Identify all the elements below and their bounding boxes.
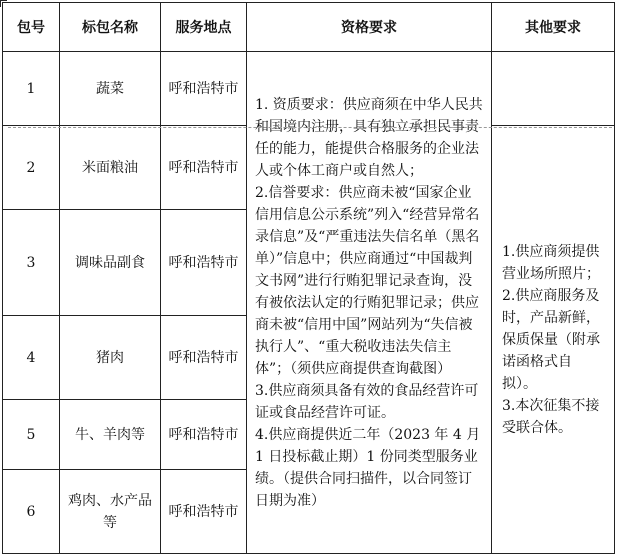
row-name [60,470,161,554]
header-service-location: 服务地点 [161,3,247,52]
row-location-text: 呼和浩特市 [168,426,239,443]
row-name [60,52,161,126]
row-no: 6 [3,470,60,554]
row-location-text: 呼和浩特市 [168,159,239,176]
row-no: 2 [3,126,60,210]
other-requirements-cell [492,126,615,554]
row-location [161,126,247,210]
other-item-3: 3.本次征集不接受联合体。 [502,397,600,436]
row-name [60,400,161,470]
row-name [60,316,161,400]
row-name-text: 米面粮油 [82,159,138,176]
header-package-name: 标包名称 [60,3,161,52]
other-empty-cell [492,52,615,126]
row-location-text: 呼和浩特市 [168,254,239,271]
row-no: 5 [3,400,60,470]
row-location [161,470,247,554]
procurement-requirements-table [2,2,615,554]
row-name-text: 牛、羊肉等 [75,426,145,443]
table-row [3,52,615,126]
other-item-1: 1.供应商须提供营业场所照片； [502,243,600,282]
row-location-text: 呼和浩特市 [168,503,239,520]
header-package-no: 包号 [3,3,60,52]
table-header-row [3,3,615,52]
header-other-requirements: 其他要求 [492,3,615,52]
row-name-text: 鸡肉、水产品等 [68,492,152,531]
header-qualification: 资格要求 [247,3,492,52]
row-name [60,210,161,316]
dashed-divider [8,127,612,128]
row-no: 3 [3,210,60,316]
row-name [60,126,161,210]
row-name-text: 蔬菜 [96,80,124,97]
row-location [161,400,247,470]
other-item-2: 2.供应商服务及时，产品新鲜，保质保量（附承诺函格式自拟）。 [502,287,600,392]
qualification-item-1: 1. 资质要求：供应商须在中华人民共和国境内注册，具有独立承担民事责任的能力，能提供合格服务的企业法人或个体工商户或自然人； [255,96,483,179]
row-name-text: 调味品副食 [75,254,145,271]
row-location [161,52,247,126]
row-no: 1 [3,52,60,126]
qualification-item-4: 4.供应商提供近二年（2023 年 4 月 1 日投标截止期）1 份同类型服务业绩。（提供合同扫描件，以合同签订日期为准） [255,426,481,509]
row-location [161,316,247,400]
row-no: 4 [3,316,60,400]
qualification-item-3: 3.供应商须具备有效的食品经营许可证或食品经营许可证。 [255,382,479,421]
row-location-text: 呼和浩特市 [168,349,239,366]
row-name-text: 猪肉 [96,349,124,366]
row-location-text: 呼和浩特市 [168,80,239,97]
qualification-item-2: 2.信誉要求：供应商未被“国家企业信用信息公示系统”列入“经营异常名录信息”及“严重违法失信名单（黑名单）”信息中；供应商通过“中国裁判文书网”进行行贿犯罪记录查询，没有被依法认定的行贿犯罪记录；供应商未被“信用中国”网站列为“失信被执行人”、“重大税收违法失信主体”；（须供应商提供查询截图） [255,184,480,377]
row-location [161,210,247,316]
